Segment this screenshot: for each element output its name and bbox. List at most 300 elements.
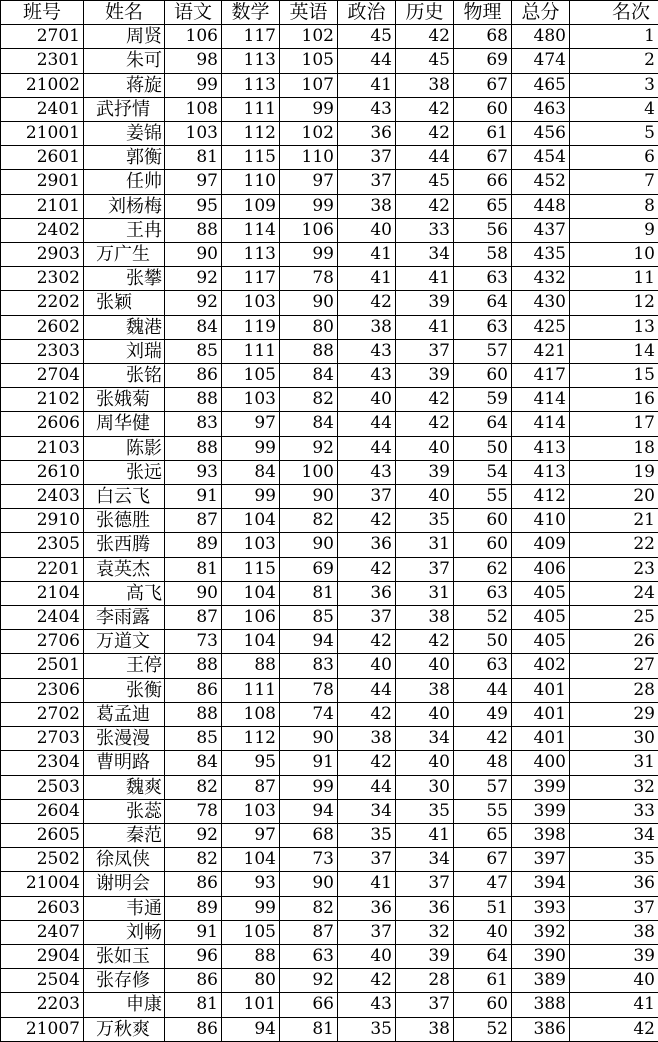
math-score-cell: 104 [222,630,280,654]
total-score-cell: 414 [512,412,570,436]
chinese-score-cell: 84 [165,315,222,339]
rank-cell: 24 [570,581,658,605]
politics-score-cell: 43 [338,97,396,121]
chinese-score-cell: 82 [165,775,222,799]
history-score-cell: 36 [396,896,454,920]
rank-cell: 29 [570,702,658,726]
politics-score-cell: 36 [338,533,396,557]
math-score-cell: 94 [222,1017,280,1041]
history-score-cell: 40 [396,485,454,509]
table-row [1,702,658,726]
class-id-cell: 2401 [1,97,84,121]
rank-cell: 42 [570,1017,658,1041]
student-name-cell: 张漫漫 [84,727,165,751]
english-score-cell: 90 [280,485,338,509]
physics-score-cell: 60 [454,97,512,121]
physics-score-cell: 59 [454,388,512,412]
table-row [1,315,658,339]
history-score-cell: 38 [396,73,454,97]
class-id-cell: 21004 [1,872,84,896]
politics-score-cell: 35 [338,823,396,847]
history-score-cell: 42 [396,388,454,412]
math-score-cell: 115 [222,557,280,581]
student-name-cell: 袁英杰 [84,557,165,581]
table-row [1,775,658,799]
chinese-score-cell: 93 [165,460,222,484]
total-score-cell: 399 [512,775,570,799]
math-score-cell: 114 [222,218,280,242]
politics-score-cell: 43 [338,364,396,388]
total-score-cell: 454 [512,146,570,170]
english-score-cell: 94 [280,630,338,654]
math-score-cell: 103 [222,799,280,823]
table-row [1,920,658,944]
student-name-cell: 万道文 [84,630,165,654]
table-row [1,218,658,242]
chinese-score-cell: 81 [165,146,222,170]
physics-score-cell: 60 [454,509,512,533]
english-score-cell: 84 [280,364,338,388]
total-score-cell: 393 [512,896,570,920]
english-score-cell: 88 [280,339,338,363]
english-score-cell: 68 [280,823,338,847]
table-row [1,969,658,993]
english-score-cell: 91 [280,751,338,775]
total-score-cell: 410 [512,509,570,533]
table-row [1,509,658,533]
math-score-cell: 88 [222,654,280,678]
math-score-cell: 105 [222,920,280,944]
politics-score-cell: 42 [338,630,396,654]
physics-score-cell: 55 [454,485,512,509]
header-row [1,1,658,25]
math-score-cell: 104 [222,581,280,605]
class-id-cell: 2706 [1,630,84,654]
rank-cell: 17 [570,412,658,436]
class-id-cell: 2202 [1,291,84,315]
chinese-score-cell: 86 [165,678,222,702]
class-id-cell: 2302 [1,267,84,291]
class-id-cell: 2704 [1,364,84,388]
class-id-cell: 2404 [1,606,84,630]
student-name-cell: 魏爽 [84,775,165,799]
physics-score-cell: 60 [454,533,512,557]
chinese-score-cell: 108 [165,97,222,121]
politics-score-cell: 44 [338,436,396,460]
total-score-cell: 413 [512,460,570,484]
physics-score-cell: 60 [454,993,512,1017]
rank-cell: 41 [570,993,658,1017]
physics-score-cell: 63 [454,267,512,291]
class-id-cell: 2603 [1,896,84,920]
rank-cell: 23 [570,557,658,581]
total-score-cell: 389 [512,969,570,993]
history-score-cell: 34 [396,243,454,267]
class-id-cell: 2503 [1,775,84,799]
history-score-cell: 42 [396,630,454,654]
chinese-score-cell: 96 [165,944,222,968]
politics-score-cell: 37 [338,485,396,509]
total-score-cell: 394 [512,872,570,896]
rank-cell: 7 [570,170,658,194]
rank-cell: 15 [570,364,658,388]
class-id-cell: 2203 [1,993,84,1017]
total-score-cell: 405 [512,630,570,654]
student-name-cell: 王停 [84,654,165,678]
physics-score-cell: 63 [454,654,512,678]
math-score-cell: 110 [222,170,280,194]
history-score-cell: 39 [396,291,454,315]
student-name-cell: 韦通 [84,896,165,920]
physics-score-cell: 57 [454,775,512,799]
physics-score-cell: 61 [454,122,512,146]
rank-cell: 12 [570,291,658,315]
table-row [1,799,658,823]
politics-score-cell: 42 [338,291,396,315]
chinese-score-cell: 98 [165,49,222,73]
history-score-cell: 35 [396,509,454,533]
politics-score-cell: 42 [338,557,396,581]
student-name-cell: 刘杨梅 [84,194,165,218]
student-name-cell: 白云飞 [84,485,165,509]
politics-score-cell: 41 [338,243,396,267]
class-id-cell: 2606 [1,412,84,436]
math-score-cell: 103 [222,533,280,557]
student-name-cell: 张娥菊 [84,388,165,412]
table-row [1,170,658,194]
politics-score-cell: 44 [338,678,396,702]
col-header-politics: 政治 [338,1,396,25]
student-name-cell: 张西腾 [84,533,165,557]
politics-score-cell: 44 [338,412,396,436]
total-score-cell: 405 [512,581,570,605]
english-score-cell: 105 [280,49,338,73]
student-name-cell: 高飞 [84,581,165,605]
rank-cell: 11 [570,267,658,291]
total-score-cell: 398 [512,823,570,847]
student-name-cell: 万秋爽 [84,1017,165,1041]
class-id-cell: 2301 [1,49,84,73]
total-score-cell: 430 [512,291,570,315]
chinese-score-cell: 88 [165,702,222,726]
chinese-score-cell: 73 [165,630,222,654]
chinese-score-cell: 90 [165,243,222,267]
class-id-cell: 2703 [1,727,84,751]
total-score-cell: 421 [512,339,570,363]
history-score-cell: 39 [396,364,454,388]
total-score-cell: 465 [512,73,570,97]
chinese-score-cell: 90 [165,581,222,605]
rank-cell: 3 [570,73,658,97]
class-id-cell: 2602 [1,315,84,339]
english-score-cell: 94 [280,799,338,823]
student-name-cell: 任帅 [84,170,165,194]
physics-score-cell: 48 [454,751,512,775]
english-score-cell: 99 [280,194,338,218]
total-score-cell: 390 [512,944,570,968]
history-score-cell: 40 [396,751,454,775]
total-score-cell: 402 [512,654,570,678]
rank-cell: 33 [570,799,658,823]
table-row [1,872,658,896]
english-score-cell: 66 [280,993,338,1017]
table-row [1,896,658,920]
physics-score-cell: 65 [454,823,512,847]
student-name-cell: 武抒情 [84,97,165,121]
table-row [1,848,658,872]
physics-score-cell: 49 [454,702,512,726]
student-name-cell: 张存修 [84,969,165,993]
english-score-cell: 63 [280,944,338,968]
math-score-cell: 112 [222,122,280,146]
math-score-cell: 99 [222,896,280,920]
student-name-cell: 张远 [84,460,165,484]
class-id-cell: 2104 [1,581,84,605]
physics-score-cell: 51 [454,896,512,920]
english-score-cell: 90 [280,727,338,751]
rank-cell: 40 [570,969,658,993]
student-name-cell: 周华健 [84,412,165,436]
physics-score-cell: 62 [454,557,512,581]
total-score-cell: 417 [512,364,570,388]
english-score-cell: 81 [280,1017,338,1041]
table-row [1,49,658,73]
col-header-english: 英语 [280,1,338,25]
history-score-cell: 30 [396,775,454,799]
student-name-cell: 朱可 [84,49,165,73]
politics-score-cell: 41 [338,872,396,896]
math-score-cell: 95 [222,751,280,775]
chinese-score-cell: 88 [165,218,222,242]
physics-score-cell: 52 [454,606,512,630]
col-header-class: 班号 [1,1,84,25]
english-score-cell: 97 [280,170,338,194]
math-score-cell: 84 [222,460,280,484]
english-score-cell: 90 [280,872,338,896]
chinese-score-cell: 86 [165,969,222,993]
math-score-cell: 111 [222,339,280,363]
english-score-cell: 100 [280,460,338,484]
english-score-cell: 99 [280,243,338,267]
col-header-history: 历史 [396,1,454,25]
class-id-cell: 2303 [1,339,84,363]
history-score-cell: 42 [396,97,454,121]
col-header-physics: 物理 [454,1,512,25]
table-row [1,291,658,315]
physics-score-cell: 54 [454,460,512,484]
chinese-score-cell: 84 [165,751,222,775]
rank-cell: 19 [570,460,658,484]
rank-cell: 4 [570,97,658,121]
math-score-cell: 109 [222,194,280,218]
table-row [1,73,658,97]
rank-cell: 8 [570,194,658,218]
physics-score-cell: 60 [454,364,512,388]
class-id-cell: 2504 [1,969,84,993]
history-score-cell: 41 [396,823,454,847]
table-row [1,485,658,509]
class-id-cell: 2605 [1,823,84,847]
student-name-cell: 徐凤侠 [84,848,165,872]
total-score-cell: 474 [512,49,570,73]
total-score-cell: 435 [512,243,570,267]
physics-score-cell: 69 [454,49,512,73]
history-score-cell: 31 [396,533,454,557]
class-id-cell: 2610 [1,460,84,484]
class-id-cell: 2407 [1,920,84,944]
class-id-cell: 2306 [1,678,84,702]
math-score-cell: 93 [222,872,280,896]
physics-score-cell: 64 [454,291,512,315]
rank-cell: 6 [570,146,658,170]
english-score-cell: 99 [280,97,338,121]
rank-cell: 36 [570,872,658,896]
politics-score-cell: 45 [338,25,396,49]
history-score-cell: 38 [396,1017,454,1041]
english-score-cell: 102 [280,122,338,146]
politics-score-cell: 34 [338,799,396,823]
total-score-cell: 401 [512,678,570,702]
student-name-cell: 张铭 [84,364,165,388]
student-name-cell: 申康 [84,993,165,1017]
math-score-cell: 104 [222,848,280,872]
english-score-cell: 92 [280,436,338,460]
math-score-cell: 111 [222,678,280,702]
rank-cell: 30 [570,727,658,751]
politics-score-cell: 43 [338,339,396,363]
math-score-cell: 106 [222,606,280,630]
chinese-score-cell: 86 [165,1017,222,1041]
math-score-cell: 101 [222,993,280,1017]
class-id-cell: 2201 [1,557,84,581]
history-score-cell: 37 [396,993,454,1017]
history-score-cell: 39 [396,944,454,968]
rank-cell: 16 [570,388,658,412]
student-name-cell: 王冉 [84,218,165,242]
history-score-cell: 45 [396,49,454,73]
chinese-score-cell: 91 [165,485,222,509]
physics-score-cell: 52 [454,1017,512,1041]
rank-cell: 28 [570,678,658,702]
math-score-cell: 111 [222,97,280,121]
table-row [1,146,658,170]
history-score-cell: 28 [396,969,454,993]
table-row [1,339,658,363]
politics-score-cell: 37 [338,170,396,194]
history-score-cell: 40 [396,436,454,460]
politics-score-cell: 38 [338,194,396,218]
english-score-cell: 74 [280,702,338,726]
class-id-cell: 2502 [1,848,84,872]
physics-score-cell: 67 [454,848,512,872]
student-name-cell: 刘瑞 [84,339,165,363]
student-name-cell: 秦范 [84,823,165,847]
english-score-cell: 90 [280,533,338,557]
student-name-cell: 曹明路 [84,751,165,775]
chinese-score-cell: 88 [165,654,222,678]
total-score-cell: 413 [512,436,570,460]
math-score-cell: 80 [222,969,280,993]
table-row [1,557,658,581]
rank-cell: 26 [570,630,658,654]
table-row [1,944,658,968]
politics-score-cell: 38 [338,727,396,751]
history-score-cell: 37 [396,339,454,363]
student-name-cell: 陈影 [84,436,165,460]
table-row [1,606,658,630]
physics-score-cell: 67 [454,73,512,97]
politics-score-cell: 36 [338,122,396,146]
class-id-cell: 2402 [1,218,84,242]
history-score-cell: 40 [396,654,454,678]
chinese-score-cell: 85 [165,339,222,363]
history-score-cell: 41 [396,315,454,339]
physics-score-cell: 47 [454,872,512,896]
student-name-cell: 李雨露 [84,606,165,630]
english-score-cell: 107 [280,73,338,97]
physics-score-cell: 42 [454,727,512,751]
table-row [1,460,658,484]
chinese-score-cell: 82 [165,848,222,872]
table-row [1,533,658,557]
math-score-cell: 88 [222,944,280,968]
english-score-cell: 92 [280,969,338,993]
class-id-cell: 2604 [1,799,84,823]
chinese-score-cell: 87 [165,509,222,533]
politics-score-cell: 37 [338,848,396,872]
chinese-score-cell: 106 [165,25,222,49]
class-id-cell: 21001 [1,122,84,146]
history-score-cell: 40 [396,702,454,726]
total-score-cell: 448 [512,194,570,218]
total-score-cell: 452 [512,170,570,194]
table-row [1,243,658,267]
chinese-score-cell: 86 [165,872,222,896]
rank-cell: 35 [570,848,658,872]
student-name-cell: 张颖 [84,291,165,315]
table-row [1,581,658,605]
english-score-cell: 85 [280,606,338,630]
physics-score-cell: 63 [454,315,512,339]
class-id-cell: 2701 [1,25,84,49]
math-score-cell: 97 [222,823,280,847]
politics-score-cell: 44 [338,775,396,799]
chinese-score-cell: 89 [165,896,222,920]
chinese-score-cell: 103 [165,122,222,146]
class-id-cell: 21007 [1,1017,84,1041]
english-score-cell: 78 [280,267,338,291]
class-id-cell: 21002 [1,73,84,97]
chinese-score-cell: 97 [165,170,222,194]
table-row [1,678,658,702]
english-score-cell: 106 [280,218,338,242]
table-row [1,436,658,460]
class-id-cell: 2903 [1,243,84,267]
student-name-cell: 张蕊 [84,799,165,823]
math-score-cell: 99 [222,436,280,460]
english-score-cell: 87 [280,920,338,944]
math-score-cell: 117 [222,267,280,291]
english-score-cell: 81 [280,581,338,605]
table-row [1,364,658,388]
english-score-cell: 82 [280,509,338,533]
class-id-cell: 2501 [1,654,84,678]
math-score-cell: 87 [222,775,280,799]
history-score-cell: 34 [396,848,454,872]
rank-cell: 38 [570,920,658,944]
rank-cell: 5 [570,122,658,146]
chinese-score-cell: 99 [165,73,222,97]
